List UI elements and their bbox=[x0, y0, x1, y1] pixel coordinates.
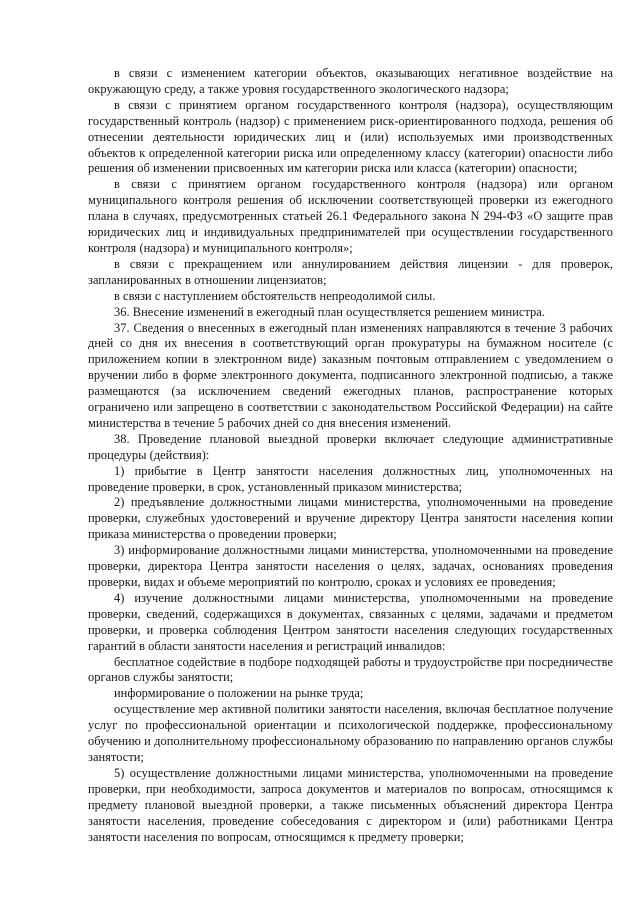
paragraph-ecology-category: в связи с изменением категории объектов, оказывающих негативное воздействие на окружающую среду, а также уровня государственного экологического надзора; bbox=[88, 66, 613, 96]
paragraph-exclusion-decision: в связи с принятием органом государственного контроля (надзора) или органом муниципального контроля решения об исключении соответствующей проверки из ежегодного плана в случаях, предусмотренных статьей 26.1 Федерального закона N 294-ФЗ «О защите прав юридических лиц и индивидуальных предпринимателей при осуществлении государственного контроля (надзора) и муниципального контроля»; bbox=[88, 177, 613, 255]
paragraph-item-38: 38. Проведение плановой выездной проверки включает следующие административные процедуры (действия): bbox=[88, 431, 613, 462]
document-body bbox=[88, 66, 613, 845]
paragraph-license-termination: в связи с прекращением или аннулированием действия лицензии - для проверок, запланированных в отношении лицензиатов; bbox=[88, 256, 613, 287]
paragraph-item-37: 37. Сведения о внесенных в ежегодный план изменениях направляются в течение 3 рабочих дней со дня их внесения в соответствующий орган прокуратуры на бумажном носителе (с приложением копии в электронном виде) заказным почтовым отправлением с уведомлением о вручении либо в форме электронного документа, подписанного электронной подписью, а также размещаются (за исключением сведений ежегодных планов, распространение которых ограничено или запрещено в соответствии с законодательством Российской Федерации) на сайте министерства в течение 5 рабочих дней со дня внесения изменений. bbox=[88, 320, 613, 430]
paragraph-step-2: 2) предъявление должностными лицами министерства, уполномоченными на проведение проверки, служебных удостоверений и вручение директору Центра занятости населения копии приказа министерства о проведении проверки; bbox=[88, 495, 613, 542]
paragraph-guarantee-market-info: информирование о положении на рынке труда; bbox=[114, 686, 364, 701]
paragraph-risk-category: в связи с принятием органом государственного контроля (надзора), осуществляющим государственный контроль (надзор) с применением риск-ориентированного подхода, решения об отнесении деятельности юридических лиц и (или) используемых ими производственных объектов к определенной категории риска или определенному классу (категории) опасности либо решения об изменении присвоенных им категории риска или класса (категории) опасности; bbox=[88, 97, 613, 176]
paragraph-step-3: 3) информирование должностными лицами министерства, уполномоченными на проведение проверки, директора Центра занятости населения о целях, задачах, основаниях проведения проверки, видах и объеме мероприятий по контролю, сроках и условиях ее проведения; bbox=[88, 543, 613, 589]
paragraph-guarantee-job-assistance: бесплатное содействие в подборе подходящей работы и трудоустройстве при посредничестве органов службы занятости; bbox=[88, 654, 613, 685]
paragraph-guarantee-active-policy: осуществление мер активной политики занятости населения, включая бесплатное получение услуг по профессиональной ориентации и психологической поддержке, профессиональному обучению и дополнительному профессиональному образованию по направлению органов службы занятости; bbox=[88, 702, 613, 764]
paragraph-step-1: 1) прибытие в Центр занятости населения должностных лиц, уполномоченных на проведение проверки, в срок, установленный приказом министерства; bbox=[88, 463, 613, 494]
paragraph-step-5: 5) осуществление должностными лицами министерства, уполномоченными на проведение проверки, при необходимости, запроса документов и материалов по вопросам, относящимся к предмету плановой выездной проверки, а также письменных объяснений директора Центра занятости населения, проведение собеседования с директором и (или) работниками Центра занятости населения по вопросам, относящимся к предмету проверки; bbox=[88, 765, 613, 844]
paragraph-step-4: 4) изучение должностными лицами министерства, уполномоченными на проведение проверки, сведений, содержащихся в документах, связанных с целями, задачами и предметом проверки, и проверка соблюдения Центром занятости населения следующих государственных гарантий в области занятости населения и регистраций инвалидов: bbox=[88, 590, 613, 653]
paragraph-force-majeure: в связи с наступлением обстоятельств непреодолимой силы. bbox=[114, 288, 436, 303]
paragraph-item-36: 36. Внесение изменений в ежегодный план осуществляется решением министра. bbox=[114, 304, 546, 319]
